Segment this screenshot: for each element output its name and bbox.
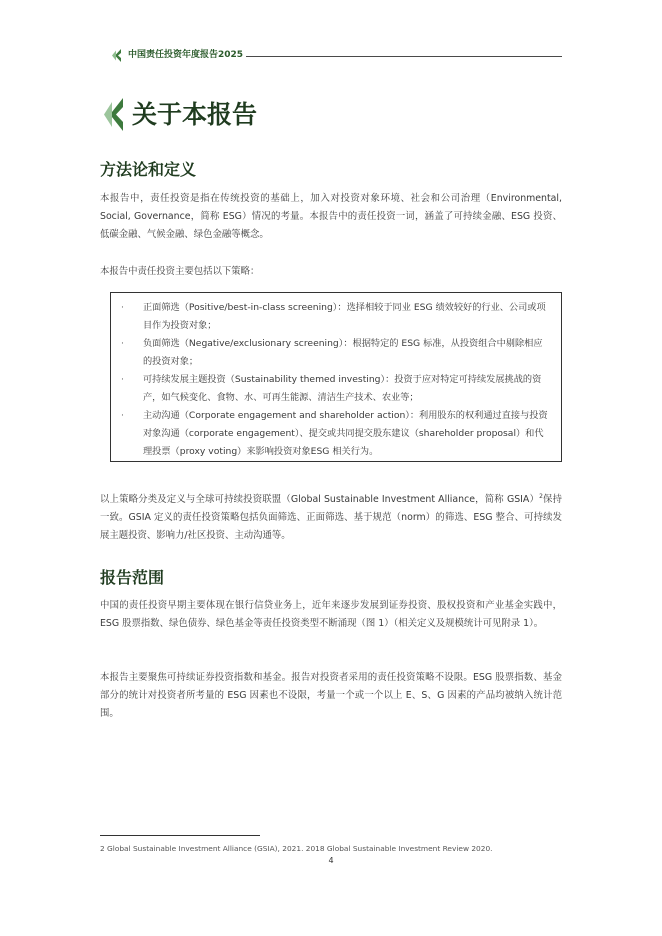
scope-paragraph-1: 中国的责任投资早期主要体现在银行信贷业务上，近年来逐步发展到证券投资、股权投资和产业基金实践中，ESG 股票指数、绿色债券、绿色基金等责任投资类型不断涌现（图 1）（相关定义及规模统计可见附录 1）。 (100, 600, 562, 629)
page-number: 4 (328, 856, 334, 865)
section-heading-scope: 报告范围 (100, 568, 165, 587)
section-heading-methodology: 方法论和定义 (100, 160, 197, 179)
strategy-item-engagement (121, 407, 551, 461)
chapter-title: 关于本报告 (132, 100, 258, 129)
running-header (112, 49, 562, 63)
header-rule (246, 56, 562, 57)
strategy-text: 正面筛选（Positive/best-in-class screening）：选择相较于同业 ESG 绩效较好的行业、公司或项目作为投资对象； (143, 302, 546, 331)
strategy-text: 负面筛选（Negative/exclusionary screening）：根据特定的 ESG 标准，从投资组合中剔除相应的投资对象； (143, 338, 543, 367)
strategy-text: 可持续发展主题投资（Sustainability themed investing）：投资于应对特定可持续发展挑战的资产，如气候变化、食物、水、可再生能源、清洁生产技术、农业等； (143, 374, 542, 403)
strategy-item-themed-investing (121, 371, 551, 407)
gsia-paragraph (100, 491, 562, 545)
strategy-intro: 本报告中责任投资主要包括以下策略： (100, 266, 260, 277)
bullet: · (121, 303, 124, 313)
report-title: 中国责任投资年度报告2025 (128, 50, 244, 60)
footnote-rule (100, 835, 260, 836)
methodology-paragraph: 本报告中，责任投资是指在传统投资的基础上，加入对投资对象环境、社会和公司治理（Environmental, Social, Governance，简称 ESG）情况的考量。本报告中的责任投资一词，涵盖了可持续金融、ESG 投资、低碳金融、气候金融、绿色金融等概念。 (100, 193, 562, 240)
gsia-text-end: 保持一致。GSIA 定义的责任投资策略包括负面筛选、正面筛选、基于规范（norm）的筛选、ESG 整合、可持续发展主题投资、影响力/社区投资、主动沟通等。 (100, 494, 562, 541)
strategy-list (121, 299, 551, 461)
footnote-marker[interactable]: 2 (539, 492, 543, 500)
chapter-logo-icon (104, 98, 124, 131)
bullet: · (121, 375, 124, 385)
footnote: 2 Global Sustainable Investment Alliance (GSIA), 2021. 2018 Global Sustainable Investment Review 2020. (100, 844, 493, 853)
report-logo-icon (112, 49, 122, 62)
bullet: · (121, 339, 124, 349)
scope-paragraph-2: 本报告主要聚焦可持续证券投资指数和基金。报告对投资者采用的责任投资策略不设限。ESG 股票指数、基金部分的统计对投资者所考量的 ESG 因素也不设限，考量一个或一个以上 E、S、G 因素的产品均被纳入统计范围。 (100, 672, 562, 719)
strategy-item-positive-screening (121, 299, 551, 335)
strategy-text: 主动沟通（Corporate engagement and shareholder action）：利用股东的权利通过直接与投资对象沟通（corporate engagement）、提交或共同提交股东建议（shareholder proposal）和代理投票（proxy voting）来影响投资对象ESG 相关行为。 (143, 410, 548, 457)
bullet: · (121, 411, 124, 421)
strategy-box (110, 292, 562, 462)
strategy-item-negative-screening (121, 335, 551, 371)
gsia-text-start: 以上策略分类及定义与全球可持续投资联盟（Global Sustainable Investment Alliance，简称 GSIA） (100, 494, 540, 505)
